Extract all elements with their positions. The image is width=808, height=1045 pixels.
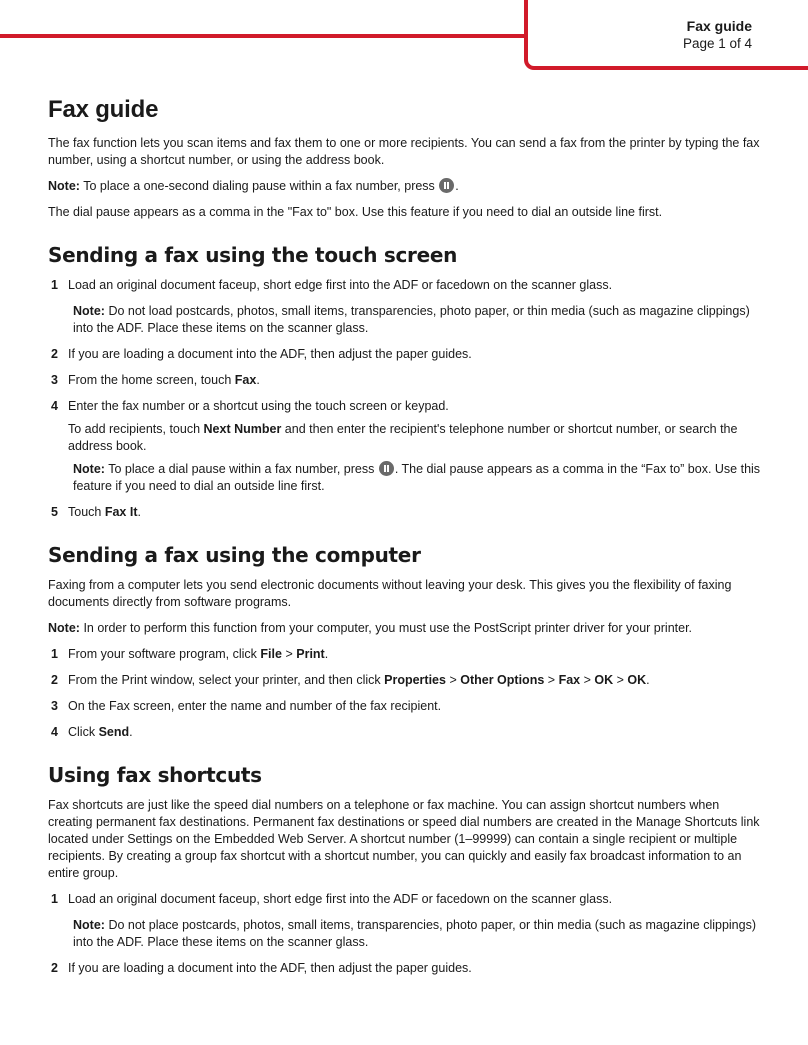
list-item: 4 Click Send. (51, 725, 133, 739)
step-detail: To add recipients, touch Next Number and then enter the recipient's telephone number or shortcut number, or search the address book. (68, 422, 738, 453)
intro-paragraph: The fax function lets you scan items and fax them to one or more recipients. You can send a fax from the printer by typing the fax number, using a shortcut number, or using the address book. (48, 136, 760, 167)
section-paragraph: Fax shortcuts are just like the speed dial numbers on a telephone or fax machine. You can assign shortcut numbers when creating permanent fax destinations. Permanent fax destinations or speed dial numbers are created in the Manage Shortcuts link located under Settings on the Embedded Web Server. A shortcut number (1–99999) can contain a single recipient or multiple recipients. By creating a group fax shortcut with a shortcut number, you can quickly and easily fax broadcast information to an entire group. (48, 798, 760, 880)
intro-note: Note: To place a one-second dialing pause within a fax number, press . (48, 179, 459, 193)
list-item: 3 On the Fax screen, enter the name and number of the fax recipient. (51, 699, 442, 713)
header-rule (0, 34, 528, 38)
list-item: 2 If you are loading a document into the ADF, then adjust the paper guides. (51, 961, 472, 975)
pause-icon (379, 461, 394, 476)
running-header (528, 17, 752, 53)
section-heading-shortcuts: Using fax shortcuts (48, 763, 262, 787)
section-heading-touch-screen: Sending a fax using the touch screen (48, 243, 458, 267)
section-note: Note: In order to perform this function from your computer, you must use the PostScript printer driver for your printer. (48, 621, 693, 635)
list-item: 3 From the home screen, touch Fax. (51, 373, 260, 387)
page-title: Fax guide (48, 96, 159, 123)
section-paragraph: Faxing from a computer lets you send electronic documents without leaving your desk. This gives you the flexibility of faxing documents directly from software programs. (48, 578, 732, 609)
list-item: 5 Touch Fax It. (51, 505, 141, 519)
intro-paragraph-2: The dial pause appears as a comma in the "Fax to" box. Use this feature if you need to dial an outside line first. (48, 205, 663, 219)
document-body (48, 95, 762, 986)
list-item: 2 If you are loading a document into the ADF, then adjust the paper guides. (51, 347, 472, 361)
note-label: Note: (48, 179, 80, 193)
step-note: Note: Do not place postcards, photos, small items, transparencies, photo paper, or thin media (such as magazine clippings) into the ADF. Place these items on the scanner glass. (73, 918, 756, 949)
list-item: 1 From your software program, click File > Print. (51, 647, 329, 661)
list-item: 4 Enter the fax number or a shortcut using the touch screen or keypad. To add recipients, touch Next Number and then enter the recipient's telephone number or shortcut number, or search the address book. Note: To place a dial pause within a fax number, press . The dial pause appears as a comma in the “Fax to” box. Use this feature if you need to dial an outside line first. (51, 399, 761, 493)
list-item: 2 From the Print window, select your printer, and then click Properties > Other Options > Fax > OK > OK. (51, 673, 650, 687)
list-item: 1 Load an original document faceup, short edge first into the ADF or facedown on the scanner glass. (51, 278, 613, 292)
list-item: 1 Load an original document faceup, short edge first into the ADF or facedown on the scanner glass. (51, 892, 613, 906)
step-note: Note: Do not load postcards, photos, small items, transparencies, photo paper, or thin media (such as magazine clippings) into the ADF. Place these items on the scanner glass. (73, 304, 750, 335)
pause-icon (439, 178, 454, 193)
section-heading-computer: Sending a fax using the computer (48, 543, 421, 567)
header-title: Fax guide (686, 18, 752, 34)
step-note: Note: To place a dial pause within a fax number, press . The dial pause appears as a comma in the “Fax to” box. Use this feature if you need to dial an outside line first. (73, 462, 761, 493)
page-number: Page 1 of 4 (682, 36, 752, 51)
